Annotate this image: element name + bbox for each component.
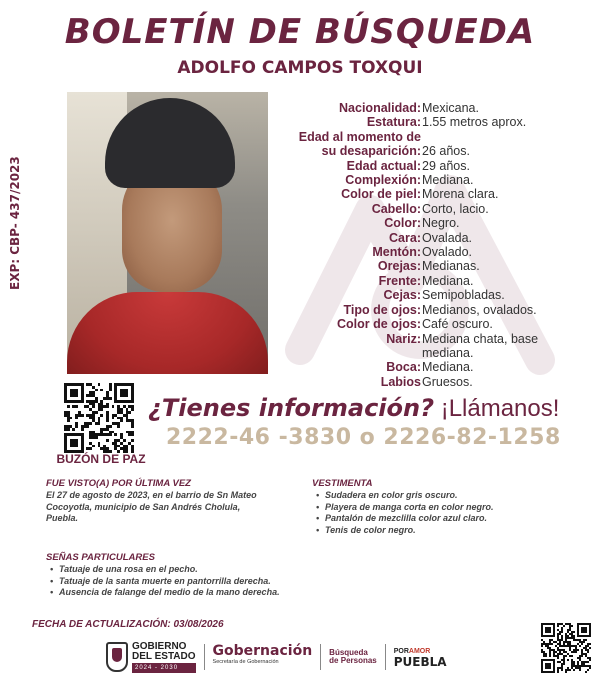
clothing-title: VESTIMENTA bbox=[312, 478, 373, 489]
fact-value: Mediana chata, base bbox=[422, 331, 539, 346]
fact-row bbox=[270, 303, 590, 317]
clothing-list bbox=[316, 490, 576, 536]
fact-row bbox=[270, 259, 590, 273]
fact-label: Mentón: bbox=[372, 245, 421, 260]
page-title: BOLETÍN DE BÚSQUEDA bbox=[64, 12, 536, 52]
call-text: ¡Llámanos! bbox=[434, 395, 560, 422]
contact-question bbox=[148, 394, 588, 423]
busqueda-personas-logo: Búsqueda de Personas bbox=[329, 648, 377, 665]
fact-row bbox=[270, 187, 590, 201]
fact-row bbox=[270, 245, 590, 259]
marks-list bbox=[50, 564, 350, 599]
fact-label: Estatura: bbox=[366, 115, 421, 130]
list-item: • Sudadera en color gris oscuro. bbox=[316, 490, 576, 502]
marks-title: SEÑAS PARTICULARES bbox=[46, 552, 155, 563]
fact-value: Corto, lacio. bbox=[422, 201, 489, 216]
fact-label: Complexión: bbox=[345, 173, 421, 188]
gobierno-estado-logo: GOBIERNO DEL ESTADO 2024 - 2030 bbox=[132, 640, 196, 671]
fact-label: Nacionalidad: bbox=[339, 101, 421, 115]
fact-label: Labios bbox=[380, 374, 421, 389]
qr-code-footer[interactable] bbox=[541, 623, 591, 673]
case-number: EXP: CBP- 437/2023 bbox=[8, 156, 22, 290]
fact-label: Frente: bbox=[378, 273, 421, 288]
fact-row bbox=[270, 202, 590, 216]
list-item: • Pantalón de mezclilla color azul claro. bbox=[316, 513, 576, 525]
divider bbox=[204, 644, 205, 670]
fact-row bbox=[270, 317, 590, 331]
fact-row bbox=[270, 130, 590, 144]
last-seen-title: FUE VISTO(A) POR ÚLTIMA VEZ bbox=[46, 478, 191, 489]
fact-label: Edad actual: bbox=[346, 158, 421, 173]
fact-value: Medianas. bbox=[422, 259, 480, 274]
fact-value: Medianos, ovalados. bbox=[422, 302, 537, 317]
fact-value: Ovalado. bbox=[422, 245, 473, 260]
fact-label bbox=[270, 346, 422, 360]
fact-value: Mediana. bbox=[422, 273, 474, 288]
missing-person-name: ADOLFO CAMPOS TOXQUI bbox=[177, 58, 423, 78]
list-item: • Playera de manga corta en color negro. bbox=[316, 502, 576, 514]
list-item: • Tenis de color negro. bbox=[316, 525, 576, 537]
fact-value: 1.55 metros aprox. bbox=[422, 115, 527, 130]
list-item: • Tatuaje de una rosa en el pecho. bbox=[50, 564, 350, 576]
fact-label: su desaparición: bbox=[321, 144, 421, 159]
fact-value: mediana. bbox=[422, 345, 474, 360]
fact-value: Mediana. bbox=[422, 360, 474, 375]
buzon-de-paz-label: BUZÓN DE PAZ bbox=[56, 452, 146, 466]
fact-row bbox=[270, 346, 590, 360]
fact-row bbox=[270, 375, 590, 389]
fact-label: Cara: bbox=[389, 230, 421, 245]
fact-value: Mexicana. bbox=[422, 101, 479, 115]
fact-value: Ovalada. bbox=[422, 230, 473, 245]
question-text: ¿Tienes información? bbox=[148, 394, 435, 422]
fact-label: Color de piel: bbox=[341, 187, 421, 202]
update-date: FECHA DE ACTUALIZACIÓN: 03/08/2026 bbox=[32, 619, 224, 630]
fact-row bbox=[270, 332, 590, 346]
list-item: • Ausencia de falange del medio de la mano derecha. bbox=[50, 587, 350, 599]
fact-label: Edad al momento de bbox=[298, 129, 421, 144]
fact-value: Café oscuro. bbox=[422, 317, 493, 332]
fact-label: Nariz: bbox=[386, 331, 421, 346]
fact-row bbox=[270, 216, 590, 230]
fact-row bbox=[270, 360, 590, 374]
divider bbox=[320, 644, 321, 670]
por-amor-puebla-logo: PORAMOR PUEBLA bbox=[393, 648, 447, 669]
fact-value: Negro. bbox=[422, 216, 460, 231]
divider bbox=[385, 644, 386, 670]
fact-value: Semipobladas. bbox=[422, 288, 505, 303]
fact-label: Color de ojos: bbox=[336, 317, 421, 332]
fact-row bbox=[270, 144, 590, 158]
fact-row bbox=[270, 274, 590, 288]
fact-row bbox=[270, 115, 590, 129]
fact-label: Orejas: bbox=[377, 259, 421, 274]
fact-value: 29 años. bbox=[422, 158, 470, 173]
fact-label: Cabello: bbox=[371, 201, 421, 216]
fact-row bbox=[270, 173, 590, 187]
fact-label: Cejas: bbox=[383, 288, 421, 303]
fact-row bbox=[270, 159, 590, 173]
fact-row bbox=[270, 288, 590, 302]
last-seen-text: El 27 de agosto de 2023, en el barrio de Sn Mateo Cocoyotla, municipio de San Andrés Cholula, Puebla. bbox=[46, 490, 257, 523]
fact-row bbox=[270, 231, 590, 245]
gobernacion-logo: Gobernación Secretaría de Gobernación bbox=[212, 643, 313, 665]
fact-value: 26 años. bbox=[422, 144, 470, 159]
fact-value: Gruesos. bbox=[422, 374, 473, 389]
fact-value: Mediana. bbox=[422, 173, 474, 188]
footer-logos bbox=[106, 638, 447, 676]
list-item: • Tatuaje de la santa muerte en pantorrilla derecha. bbox=[50, 576, 350, 588]
fact-label: Tipo de ojos: bbox=[343, 302, 421, 317]
fact-label: Color: bbox=[384, 216, 421, 231]
phone-numbers[interactable]: 2222-46 -3830 o 2226-82-1258 bbox=[166, 425, 561, 450]
fact-label: Boca: bbox=[386, 360, 421, 375]
fact-value: Morena clara. bbox=[422, 187, 499, 202]
physical-description bbox=[270, 101, 590, 389]
qr-code-main[interactable] bbox=[64, 383, 134, 453]
missing-person-photo bbox=[67, 92, 268, 374]
fact-value bbox=[422, 130, 590, 144]
fact-row bbox=[270, 101, 590, 115]
state-crest-icon bbox=[106, 642, 128, 672]
